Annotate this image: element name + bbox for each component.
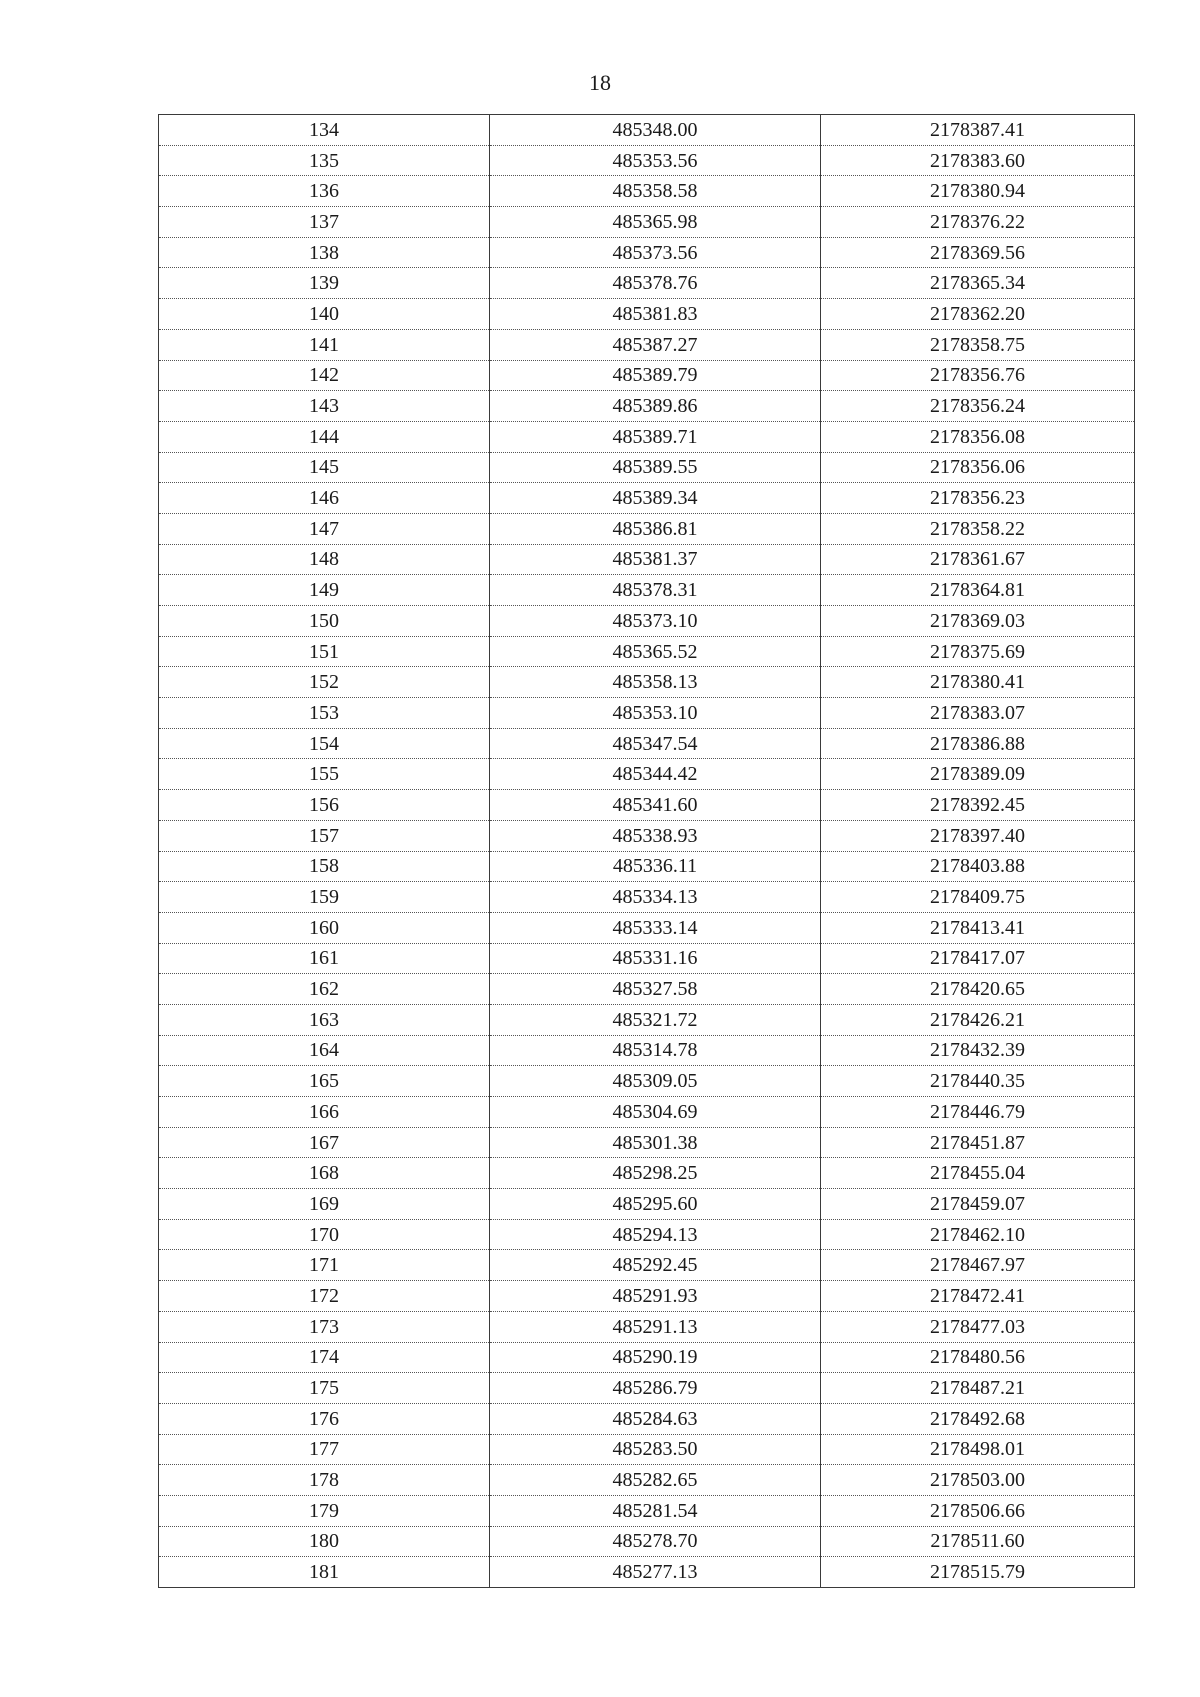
y-coordinate-cell: 2178420.65 — [821, 974, 1135, 1005]
y-coordinate-cell: 2178426.21 — [821, 1004, 1135, 1035]
point-number-cell: 161 — [159, 943, 490, 974]
table-row — [159, 145, 1135, 176]
x-coordinate-cell: 485389.86 — [490, 391, 821, 422]
point-number-cell: 156 — [159, 790, 490, 821]
table-row — [159, 207, 1135, 238]
y-coordinate-cell: 2178440.35 — [821, 1066, 1135, 1097]
point-number-cell: 172 — [159, 1281, 490, 1312]
point-number-cell: 173 — [159, 1311, 490, 1342]
y-coordinate-cell: 2178356.23 — [821, 483, 1135, 514]
point-number-cell: 136 — [159, 176, 490, 207]
x-coordinate-cell: 485389.71 — [490, 421, 821, 452]
y-coordinate-cell: 2178369.03 — [821, 606, 1135, 637]
x-coordinate-cell: 485301.38 — [490, 1127, 821, 1158]
point-number-cell: 178 — [159, 1465, 490, 1496]
y-coordinate-cell: 2178477.03 — [821, 1311, 1135, 1342]
point-number-cell: 174 — [159, 1342, 490, 1373]
point-number-cell: 167 — [159, 1127, 490, 1158]
point-number-cell: 176 — [159, 1403, 490, 1434]
point-number-cell: 135 — [159, 145, 490, 176]
table-row — [159, 1004, 1135, 1035]
x-coordinate-cell: 485347.54 — [490, 728, 821, 759]
point-number-cell: 163 — [159, 1004, 490, 1035]
table-row — [159, 698, 1135, 729]
table-row — [159, 1189, 1135, 1220]
point-number-cell: 168 — [159, 1158, 490, 1189]
x-coordinate-cell: 485381.83 — [490, 299, 821, 330]
x-coordinate-cell: 485365.52 — [490, 636, 821, 667]
y-coordinate-cell: 2178356.08 — [821, 421, 1135, 452]
table-row — [159, 912, 1135, 943]
point-number-cell: 181 — [159, 1557, 490, 1588]
x-coordinate-cell: 485298.25 — [490, 1158, 821, 1189]
table-row — [159, 268, 1135, 299]
x-coordinate-cell: 485358.13 — [490, 667, 821, 698]
point-number-cell: 180 — [159, 1526, 490, 1557]
y-coordinate-cell: 2178383.07 — [821, 698, 1135, 729]
point-number-cell: 169 — [159, 1189, 490, 1220]
x-coordinate-cell: 485314.78 — [490, 1035, 821, 1066]
x-coordinate-cell: 485348.00 — [490, 115, 821, 146]
y-coordinate-cell: 2178413.41 — [821, 912, 1135, 943]
table-row — [159, 943, 1135, 974]
table-row — [159, 1066, 1135, 1097]
table-row — [159, 391, 1135, 422]
y-coordinate-cell: 2178467.97 — [821, 1250, 1135, 1281]
y-coordinate-cell: 2178362.20 — [821, 299, 1135, 330]
table-row — [159, 851, 1135, 882]
x-coordinate-cell: 485365.98 — [490, 207, 821, 238]
x-coordinate-cell: 485358.58 — [490, 176, 821, 207]
point-number-cell: 150 — [159, 606, 490, 637]
x-coordinate-cell: 485341.60 — [490, 790, 821, 821]
y-coordinate-cell: 2178358.75 — [821, 329, 1135, 360]
x-coordinate-cell: 485389.34 — [490, 483, 821, 514]
point-number-cell: 145 — [159, 452, 490, 483]
table-row — [159, 728, 1135, 759]
table-row — [159, 575, 1135, 606]
x-coordinate-cell: 485282.65 — [490, 1465, 821, 1496]
point-number-cell: 159 — [159, 882, 490, 913]
table-row — [159, 1250, 1135, 1281]
y-coordinate-cell: 2178380.94 — [821, 176, 1135, 207]
y-coordinate-cell: 2178376.22 — [821, 207, 1135, 238]
y-coordinate-cell: 2178356.06 — [821, 452, 1135, 483]
table-row — [159, 452, 1135, 483]
y-coordinate-cell: 2178511.60 — [821, 1526, 1135, 1557]
point-number-cell: 152 — [159, 667, 490, 698]
point-number-cell: 165 — [159, 1066, 490, 1097]
y-coordinate-cell: 2178472.41 — [821, 1281, 1135, 1312]
x-coordinate-cell: 485373.56 — [490, 237, 821, 268]
table-row — [159, 1434, 1135, 1465]
x-coordinate-cell: 485387.27 — [490, 329, 821, 360]
table-row — [159, 882, 1135, 913]
x-coordinate-cell: 485304.69 — [490, 1097, 821, 1128]
x-coordinate-cell: 485291.13 — [490, 1311, 821, 1342]
y-coordinate-cell: 2178455.04 — [821, 1158, 1135, 1189]
table-row — [159, 1281, 1135, 1312]
table-row — [159, 483, 1135, 514]
table-row — [159, 544, 1135, 575]
x-coordinate-cell: 485277.13 — [490, 1557, 821, 1588]
table-row — [159, 667, 1135, 698]
table-row — [159, 299, 1135, 330]
x-coordinate-cell: 485389.79 — [490, 360, 821, 391]
table-row — [159, 1342, 1135, 1373]
point-number-cell: 138 — [159, 237, 490, 268]
table-row — [159, 1158, 1135, 1189]
table-row — [159, 1097, 1135, 1128]
y-coordinate-cell: 2178409.75 — [821, 882, 1135, 913]
y-coordinate-cell: 2178417.07 — [821, 943, 1135, 974]
point-number-cell: 146 — [159, 483, 490, 514]
point-number-cell: 134 — [159, 115, 490, 146]
y-coordinate-cell: 2178397.40 — [821, 820, 1135, 851]
y-coordinate-cell: 2178356.76 — [821, 360, 1135, 391]
table-row — [159, 1311, 1135, 1342]
table-row — [159, 1373, 1135, 1404]
x-coordinate-cell: 485336.11 — [490, 851, 821, 882]
point-number-cell: 160 — [159, 912, 490, 943]
y-coordinate-cell: 2178403.88 — [821, 851, 1135, 882]
y-coordinate-cell: 2178451.87 — [821, 1127, 1135, 1158]
x-coordinate-cell: 485294.13 — [490, 1219, 821, 1250]
y-coordinate-cell: 2178389.09 — [821, 759, 1135, 790]
x-coordinate-cell: 485338.93 — [490, 820, 821, 851]
table-row — [159, 1465, 1135, 1496]
x-coordinate-cell: 485378.31 — [490, 575, 821, 606]
x-coordinate-cell: 485284.63 — [490, 1403, 821, 1434]
point-number-cell: 141 — [159, 329, 490, 360]
point-number-cell: 151 — [159, 636, 490, 667]
y-coordinate-cell: 2178386.88 — [821, 728, 1135, 759]
table-row — [159, 1495, 1135, 1526]
point-number-cell: 157 — [159, 820, 490, 851]
table-row — [159, 1219, 1135, 1250]
point-number-cell: 143 — [159, 391, 490, 422]
point-number-cell: 171 — [159, 1250, 490, 1281]
coordinate-table-body — [159, 115, 1135, 1588]
table-row — [159, 421, 1135, 452]
point-number-cell: 144 — [159, 421, 490, 452]
x-coordinate-cell: 485381.37 — [490, 544, 821, 575]
table-row — [159, 1557, 1135, 1588]
x-coordinate-cell: 485327.58 — [490, 974, 821, 1005]
x-coordinate-cell: 485281.54 — [490, 1495, 821, 1526]
table-row — [159, 790, 1135, 821]
point-number-cell: 170 — [159, 1219, 490, 1250]
x-coordinate-cell: 485291.93 — [490, 1281, 821, 1312]
point-number-cell: 162 — [159, 974, 490, 1005]
point-number-cell: 139 — [159, 268, 490, 299]
x-coordinate-cell: 485333.14 — [490, 912, 821, 943]
point-number-cell: 140 — [159, 299, 490, 330]
x-coordinate-cell: 485353.56 — [490, 145, 821, 176]
y-coordinate-cell: 2178361.67 — [821, 544, 1135, 575]
x-coordinate-cell: 485373.10 — [490, 606, 821, 637]
y-coordinate-cell: 2178459.07 — [821, 1189, 1135, 1220]
coordinate-table — [158, 114, 1135, 1588]
y-coordinate-cell: 2178515.79 — [821, 1557, 1135, 1588]
table-row — [159, 820, 1135, 851]
point-number-cell: 153 — [159, 698, 490, 729]
table-row — [159, 329, 1135, 360]
x-coordinate-cell: 485292.45 — [490, 1250, 821, 1281]
y-coordinate-cell: 2178383.60 — [821, 145, 1135, 176]
y-coordinate-cell: 2178375.69 — [821, 636, 1135, 667]
x-coordinate-cell: 485309.05 — [490, 1066, 821, 1097]
x-coordinate-cell: 485286.79 — [490, 1373, 821, 1404]
y-coordinate-cell: 2178356.24 — [821, 391, 1135, 422]
x-coordinate-cell: 485334.13 — [490, 882, 821, 913]
point-number-cell: 142 — [159, 360, 490, 391]
x-coordinate-cell: 485331.16 — [490, 943, 821, 974]
x-coordinate-cell: 485278.70 — [490, 1526, 821, 1557]
point-number-cell: 154 — [159, 728, 490, 759]
point-number-cell: 158 — [159, 851, 490, 882]
y-coordinate-cell: 2178392.45 — [821, 790, 1135, 821]
table-row — [159, 360, 1135, 391]
y-coordinate-cell: 2178503.00 — [821, 1465, 1135, 1496]
y-coordinate-cell: 2178446.79 — [821, 1097, 1135, 1128]
point-number-cell: 164 — [159, 1035, 490, 1066]
y-coordinate-cell: 2178480.56 — [821, 1342, 1135, 1373]
point-number-cell: 149 — [159, 575, 490, 606]
y-coordinate-cell: 2178432.39 — [821, 1035, 1135, 1066]
x-coordinate-cell: 485295.60 — [490, 1189, 821, 1220]
x-coordinate-cell: 485389.55 — [490, 452, 821, 483]
table-row — [159, 606, 1135, 637]
x-coordinate-cell: 485353.10 — [490, 698, 821, 729]
y-coordinate-cell: 2178506.66 — [821, 1495, 1135, 1526]
point-number-cell: 177 — [159, 1434, 490, 1465]
y-coordinate-cell: 2178498.01 — [821, 1434, 1135, 1465]
page-number: 18 — [589, 70, 611, 95]
point-number-cell: 179 — [159, 1495, 490, 1526]
table-row — [159, 513, 1135, 544]
y-coordinate-cell: 2178380.41 — [821, 667, 1135, 698]
point-number-cell: 166 — [159, 1097, 490, 1128]
table-row — [159, 115, 1135, 146]
table-row — [159, 237, 1135, 268]
y-coordinate-cell: 2178462.10 — [821, 1219, 1135, 1250]
y-coordinate-cell: 2178369.56 — [821, 237, 1135, 268]
x-coordinate-cell: 485290.19 — [490, 1342, 821, 1373]
point-number-cell: 155 — [159, 759, 490, 790]
table-row — [159, 1127, 1135, 1158]
table-row — [159, 1035, 1135, 1066]
y-coordinate-cell: 2178364.81 — [821, 575, 1135, 606]
y-coordinate-cell: 2178387.41 — [821, 115, 1135, 146]
y-coordinate-cell: 2178365.34 — [821, 268, 1135, 299]
x-coordinate-cell: 485344.42 — [490, 759, 821, 790]
point-number-cell: 147 — [159, 513, 490, 544]
table-row — [159, 636, 1135, 667]
y-coordinate-cell: 2178492.68 — [821, 1403, 1135, 1434]
table-row — [159, 759, 1135, 790]
y-coordinate-cell: 2178358.22 — [821, 513, 1135, 544]
table-row — [159, 974, 1135, 1005]
table-row — [159, 1403, 1135, 1434]
x-coordinate-cell: 485378.76 — [490, 268, 821, 299]
x-coordinate-cell: 485283.50 — [490, 1434, 821, 1465]
point-number-cell: 148 — [159, 544, 490, 575]
x-coordinate-cell: 485386.81 — [490, 513, 821, 544]
point-number-cell: 175 — [159, 1373, 490, 1404]
x-coordinate-cell: 485321.72 — [490, 1004, 821, 1035]
table-row — [159, 1526, 1135, 1557]
y-coordinate-cell: 2178487.21 — [821, 1373, 1135, 1404]
table-row — [159, 176, 1135, 207]
point-number-cell: 137 — [159, 207, 490, 238]
